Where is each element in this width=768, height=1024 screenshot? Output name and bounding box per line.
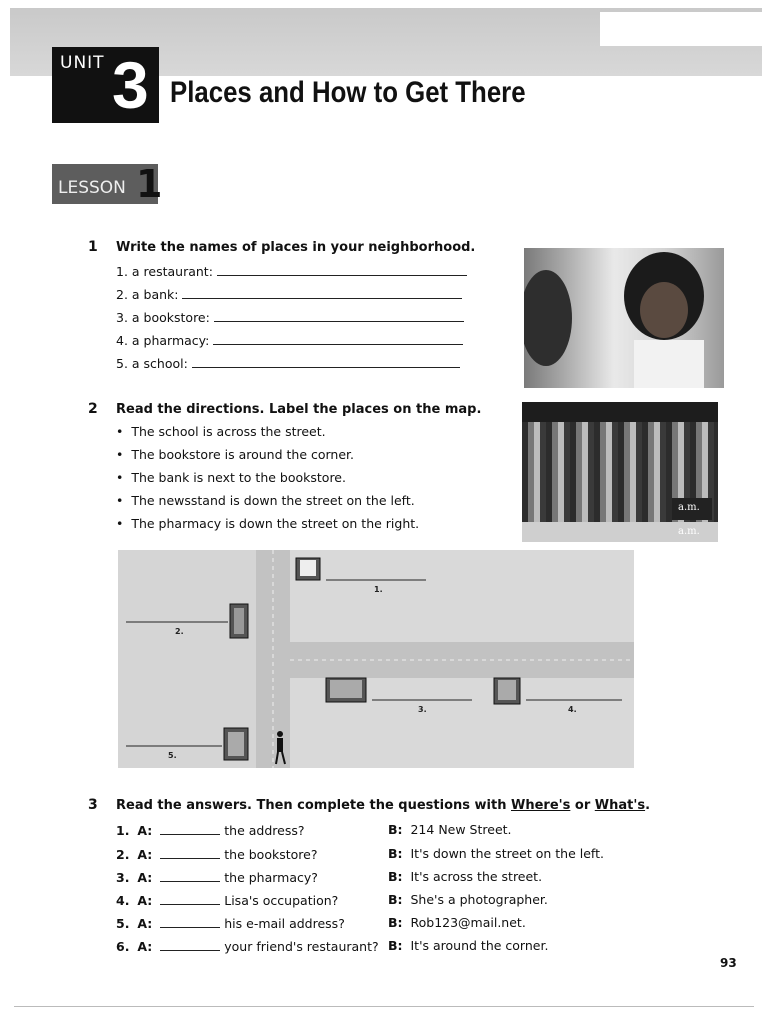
exercise-3-heading xyxy=(116,798,650,813)
exercise-1-item xyxy=(116,332,463,348)
item-label: 2. a bank: xyxy=(116,287,179,302)
answer-text: It's around the corner. xyxy=(410,938,549,953)
unit-label: UNIT xyxy=(60,53,105,73)
map-label-1: 1. xyxy=(374,585,383,594)
answer-row xyxy=(388,822,512,837)
speaker-b-label: B: xyxy=(388,846,403,861)
item-label: 3. a bookstore: xyxy=(116,310,210,325)
answer-blank[interactable] xyxy=(160,938,220,951)
bullet-text: The bank is next to the bookstore. xyxy=(131,470,346,485)
bullet-text: The bookstore is around the corner. xyxy=(131,447,354,462)
photo-people-illustration xyxy=(524,248,724,388)
answer-text: Rob123@mail.net. xyxy=(410,915,526,930)
answer-blank[interactable] xyxy=(213,332,463,345)
direction-bullet: • The newsstand is down the street on the left. xyxy=(116,493,415,508)
photo-restaurant xyxy=(524,248,724,388)
exercise-3-number: 3 xyxy=(88,797,98,813)
building-1 xyxy=(296,558,320,580)
heading-text: Read the answers. Then complete the questions with xyxy=(116,798,511,813)
building-4 xyxy=(494,678,520,704)
map-label-4: 4. xyxy=(568,705,577,714)
question-text: his e-mail address? xyxy=(224,916,345,931)
building-5 xyxy=(224,728,248,760)
lesson-label: LESSON xyxy=(58,178,126,198)
speaker-b-label: B: xyxy=(388,822,403,837)
item-label: 5. a school: xyxy=(116,356,188,371)
speaker-a-label: A: xyxy=(137,847,153,862)
heading-text: or xyxy=(570,798,595,813)
item-label: 4. a pharmacy: xyxy=(116,333,210,348)
question-text: the pharmacy? xyxy=(224,870,318,885)
unit-number: 3 xyxy=(112,48,149,122)
answer-blank[interactable] xyxy=(160,846,220,859)
sign-am: a.m. xyxy=(678,526,700,537)
question-text: your friend's restaurant? xyxy=(224,939,379,954)
answer-blank[interactable] xyxy=(160,915,220,928)
sign-am: a.m. xyxy=(678,502,700,513)
answer-row xyxy=(388,915,526,930)
exercise-2-number: 2 xyxy=(88,401,98,417)
exercise-1-number: 1 xyxy=(88,239,98,255)
map-label-3: 3. xyxy=(418,705,427,714)
exercise-1-item xyxy=(116,355,460,371)
map-label-2: 2. xyxy=(175,627,184,636)
answer-blank[interactable] xyxy=(160,869,220,882)
direction-bullet: • The pharmacy is down the street on the right. xyxy=(116,516,420,531)
page-title: Places and How to Get There xyxy=(170,76,526,109)
speaker-b-label: B: xyxy=(388,915,403,930)
answer-blank[interactable] xyxy=(192,355,460,368)
answer-text: 214 New Street. xyxy=(410,822,512,837)
exercise-2-heading: Read the directions. Label the places on the map. xyxy=(116,402,482,417)
speaker-a-label: A: xyxy=(137,870,153,885)
answer-blank[interactable] xyxy=(160,822,220,835)
question-row xyxy=(116,822,304,838)
direction-bullet: • The bank is next to the bookstore. xyxy=(116,470,346,485)
answer-blank[interactable] xyxy=(160,892,220,905)
unit-badge xyxy=(52,47,159,123)
speaker-a-label: A: xyxy=(137,939,153,954)
building-3 xyxy=(326,678,366,702)
lesson-badge xyxy=(52,162,163,206)
speaker-b-label: B: xyxy=(388,938,403,953)
item-label: 1. a restaurant: xyxy=(116,264,213,279)
answer-text: She's a photographer. xyxy=(410,892,548,907)
exercise-1-item xyxy=(116,286,462,302)
lesson-number: 1 xyxy=(136,162,163,206)
exercise-1-heading: Write the names of places in your neighborhood. xyxy=(116,240,476,255)
row-number: 4. xyxy=(116,893,130,908)
question-text: Lisa's occupation? xyxy=(224,893,339,908)
question-text: the address? xyxy=(224,823,305,838)
question-row xyxy=(116,892,338,908)
bullet-text: The pharmacy is down the street on the right. xyxy=(131,516,420,531)
answer-blank[interactable] xyxy=(214,309,464,322)
heading-option-wheres: Where's xyxy=(511,798,571,813)
direction-bullet: • The school is across the street. xyxy=(116,424,326,439)
exercise-1-item xyxy=(116,309,464,325)
photo-newsstand xyxy=(522,402,718,542)
question-row xyxy=(116,846,317,862)
question-row xyxy=(116,869,318,885)
answer-text: It's across the street. xyxy=(410,869,543,884)
answer-text: It's down the street on the left. xyxy=(410,846,604,861)
bullet-text: The newsstand is down the street on the left. xyxy=(131,493,415,508)
speaker-a-label: A: xyxy=(137,823,153,838)
direction-bullet: • The bookstore is around the corner. xyxy=(116,447,354,462)
building-2 xyxy=(230,604,248,638)
row-number: 2. xyxy=(116,847,130,862)
photo-newsstand-illustration xyxy=(522,402,718,542)
answer-blank[interactable] xyxy=(217,263,467,276)
footer-rule xyxy=(14,1006,754,1007)
row-number: 1. xyxy=(116,823,130,838)
heading-text: . xyxy=(645,798,651,813)
question-row xyxy=(116,915,345,931)
page-number: 93 xyxy=(720,956,737,970)
row-number: 5. xyxy=(116,916,130,931)
map-svg xyxy=(118,550,634,768)
row-number: 6. xyxy=(116,939,130,954)
bullet-text: The school is across the street. xyxy=(131,424,326,439)
row-number: 3. xyxy=(116,870,130,885)
answer-row xyxy=(388,869,542,884)
map-label-5: 5. xyxy=(168,751,177,760)
exercise-1-item xyxy=(116,263,467,279)
answer-row xyxy=(388,938,548,953)
answer-row xyxy=(388,892,548,907)
heading-option-whats: What's xyxy=(594,798,646,813)
answer-row xyxy=(388,846,604,861)
speaker-a-label: A: xyxy=(137,893,153,908)
street-map xyxy=(118,550,634,768)
answer-blank[interactable] xyxy=(182,286,462,299)
question-row xyxy=(116,938,379,954)
speaker-b-label: B: xyxy=(388,869,403,884)
header-notch xyxy=(600,12,762,46)
speaker-b-label: B: xyxy=(388,892,403,907)
speaker-a-label: A: xyxy=(137,916,153,931)
question-text: the bookstore? xyxy=(224,847,318,862)
